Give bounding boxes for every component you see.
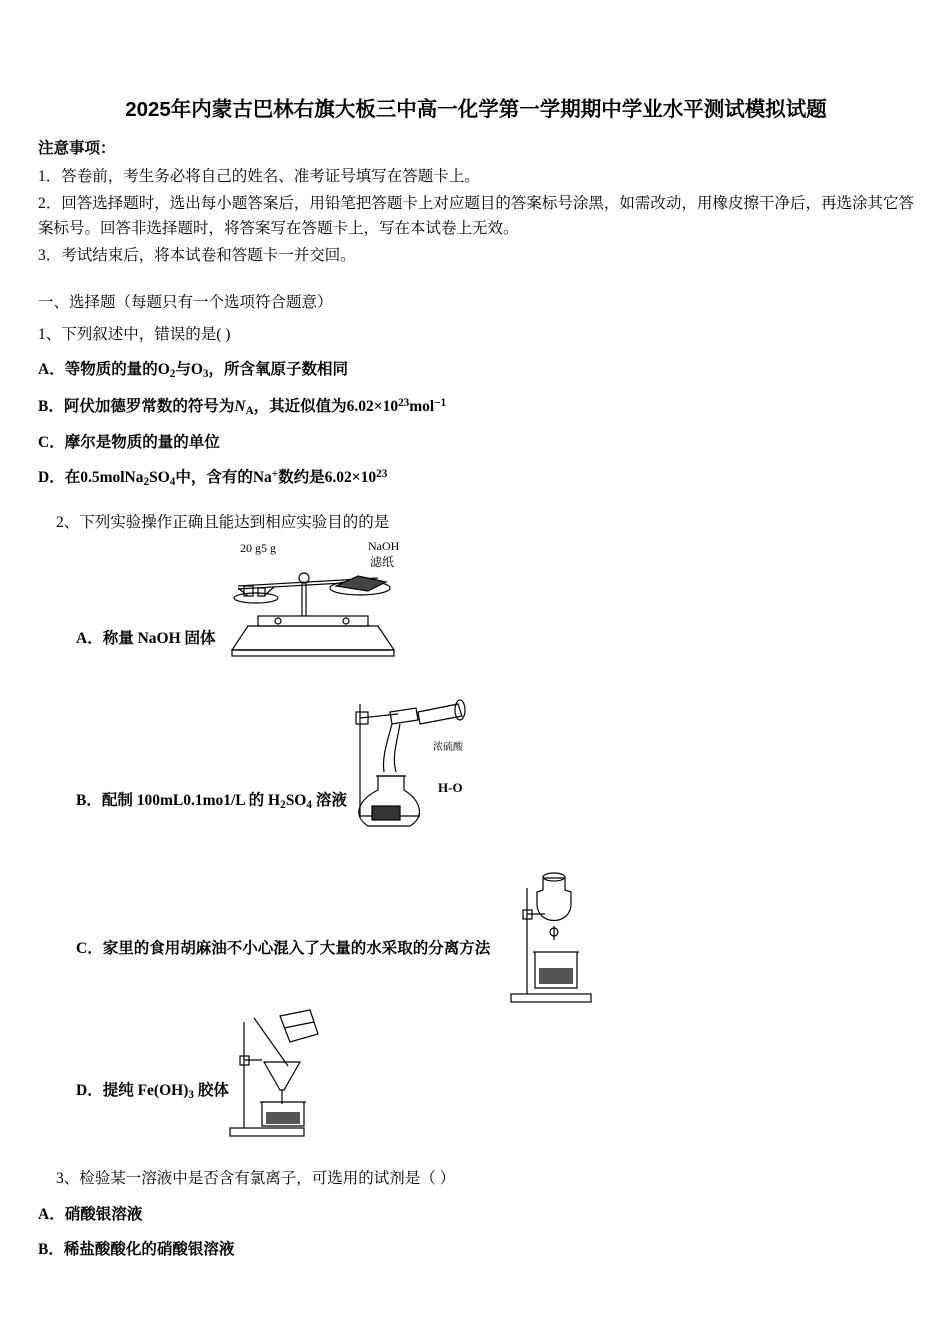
question-2-option-d xyxy=(76,1078,229,1101)
question-3-number: 3、 xyxy=(56,1169,80,1187)
question-1-option-d xyxy=(38,465,914,488)
page-content xyxy=(38,92,914,1272)
q2-option-b-text: 配制 100mL0.1mo1/L 的 $H_2SO_4$ 溶液 xyxy=(101,791,347,811)
question-2-option-a xyxy=(76,626,216,648)
figure-b-acid-label: 浓硫酸 xyxy=(433,741,463,753)
question-3-text: 检验某一溶液中是否含有氯离子，可选用的试剂是（ ） xyxy=(79,1169,456,1187)
question-2-number: 2、 xyxy=(56,513,80,531)
option-d-label: D． xyxy=(38,468,65,486)
q2-option-c-text: 家里的食用胡麻油不小心混入了大量的水采取的分离方法 xyxy=(102,939,491,957)
question-1-option-c xyxy=(38,430,914,452)
q3-option-b-label: B． xyxy=(38,1240,64,1258)
section-heading: 一、选择题（每题只有一个选项符合题意） xyxy=(38,294,333,312)
q2-option-b-label: B． xyxy=(76,791,102,809)
option-b-text: 阿伏加德罗常数的符号为$N_A$，其近似值为$6.02\times 10^{23}mol^{-1}$ xyxy=(63,396,447,417)
figure-separating-funnel xyxy=(493,868,623,1008)
question-2-options-block xyxy=(38,538,914,1158)
question-2-stem xyxy=(38,510,914,532)
figure-volumetric-flask xyxy=(338,698,528,838)
notice-line-1: 1．答卷前，考生务必将自己的姓名、准考证号填写在答题卡上。 xyxy=(38,168,480,185)
q2-option-a-text: 称量 NaOH 固体 xyxy=(102,629,216,647)
question-1-option-b xyxy=(38,394,914,417)
figure-a-filter-label: 滤纸 xyxy=(370,554,395,569)
question-2-text: 下列实验操作正确且能达到相应实验目的的是 xyxy=(79,513,390,531)
question-3-option-b xyxy=(38,1237,914,1259)
q3-option-a-label: A． xyxy=(38,1205,65,1223)
question-1-number: 1、 xyxy=(38,326,62,344)
figure-b-water-label: H-O xyxy=(438,779,463,795)
notice-line-2: 2．回答选择题时，选出每小题答案后，用铅笔把答题卡上对应题目的答案标号涂黑，如需改动，用橡皮擦干净后，再选涂其它答案标号。回答非选择题时，将答案写在答题卡上，写在本试卷上无效。 xyxy=(38,195,914,238)
question-1-stem xyxy=(38,322,914,344)
option-b-label: B． xyxy=(38,397,64,415)
question-2-option-b xyxy=(76,788,347,811)
option-a-text: 等物质的量的$O_2$与$O_3$，所含氧原子数相同 xyxy=(64,361,348,381)
q3-option-b-text: 稀盐酸酸化的硝酸银溶液 xyxy=(63,1240,235,1258)
figure-a-naoh-label: NaOH xyxy=(368,538,400,553)
question-2-option-c xyxy=(76,936,490,958)
question-1-text: 下列叙述中，错误的是( ) xyxy=(61,326,231,344)
question-3-option-a xyxy=(38,1202,914,1224)
q2-option-c-label: C． xyxy=(76,939,103,957)
q2-option-d-label: D． xyxy=(76,1081,103,1099)
notice-line-3: 3．考试结束后，将本试卷和答题卡一并交回。 xyxy=(38,247,356,265)
q2-option-a-label: A． xyxy=(76,629,103,647)
question-1-option-a xyxy=(38,357,914,380)
option-c-text: 摩尔是物质的量的单位 xyxy=(64,433,220,451)
page-title: 2025年内蒙古巴林右旗大板三中高一化学第一学期期中学业水平测试模拟试题 xyxy=(125,98,827,121)
q3-option-a-text: 硝酸银溶液 xyxy=(64,1205,143,1223)
option-a-label: A． xyxy=(38,361,65,379)
figure-filtration xyxy=(218,1008,368,1148)
option-c-label: C． xyxy=(38,433,65,451)
figure-a-mass-label: 20 g5 g xyxy=(240,540,276,555)
option-d-text: 在$0.5molNa_2SO_4$中，含有的Na+数约是$6.02\times 10^{23}$ xyxy=(64,467,388,488)
q2-option-d-text: 提纯 $Fe(OH)_3$ 胶体 xyxy=(102,1081,229,1101)
notice-heading: 注意事项： xyxy=(38,140,116,157)
figure-balance-naoh xyxy=(218,538,438,658)
question-3-stem xyxy=(38,1166,914,1188)
